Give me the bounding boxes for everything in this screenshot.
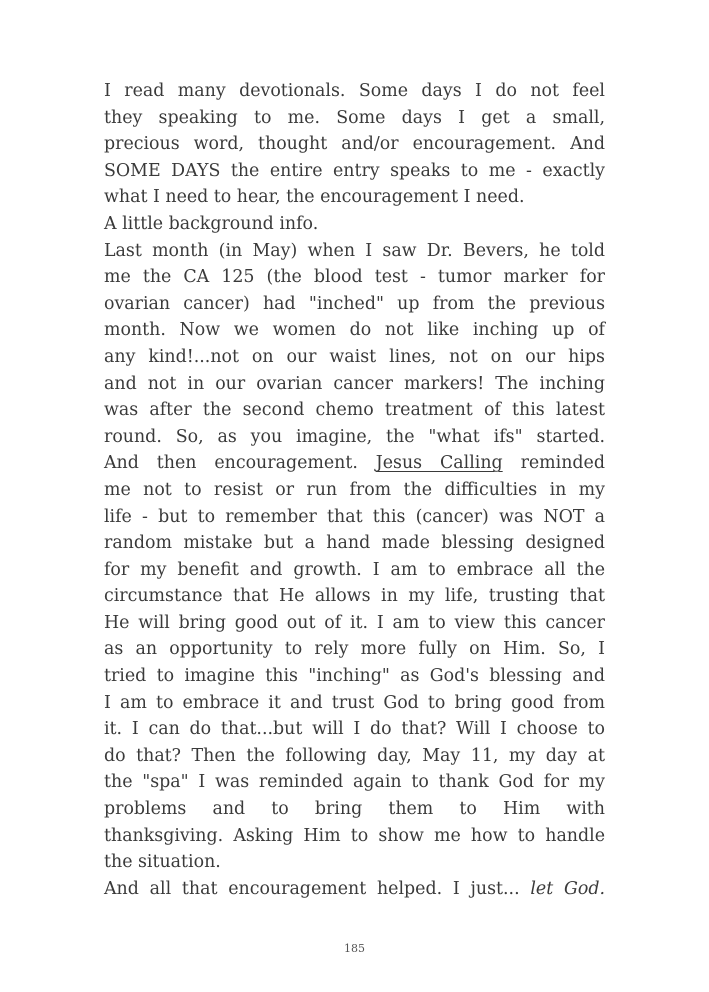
text-line: me not to resist or run from the difficulties in my — [104, 479, 605, 500]
text-line: the situation. — [104, 852, 221, 873]
text-line: it. I can do that...but will I do that? Will I choose to — [104, 719, 605, 740]
text-line: and not in our ovarian cancer markers! The inching — [104, 373, 605, 394]
text-line: month. Now we women do not like inching up of — [104, 320, 605, 341]
text-line: I am to embrace it and trust God to bring good from — [104, 692, 605, 713]
text-line: He will bring good out of it. I am to view this cancer — [104, 612, 605, 633]
text-line: as an opportunity to rely more fully on Him. So, I — [104, 639, 605, 660]
book-title-underlined: Jesus Calling — [375, 453, 503, 474]
text-line — [104, 450, 605, 477]
text-segment: And all that encouragement helped. I just... — [104, 878, 531, 899]
text-line: precious word, thought and/or encouragement. And — [104, 134, 605, 155]
text-line: Last month (in May) when I saw Dr. Bevers, he told — [104, 240, 605, 261]
text-line: thanksgiving. Asking Him to show me how to handle — [104, 825, 605, 846]
text-line: ovarian cancer) had "inched" up from the previous — [104, 293, 605, 314]
text-line: for my benefit and growth. I am to embrace all the — [104, 559, 605, 580]
text-line — [104, 876, 605, 903]
text-line: what I need to hear, the encouragement I need. — [104, 187, 525, 208]
text-line: any kind!...not on our waist lines, not on our hips — [104, 346, 605, 367]
text-line: I read many devotionals. Some days I do not feel — [104, 81, 605, 101]
italic-phrase: let God. — [530, 878, 605, 899]
text-line: was after the second chemo treatment of this latest — [104, 400, 605, 421]
text-line: life - but to remember that this (cancer) was NOT a — [104, 506, 605, 527]
text-line: A little background info. — [104, 213, 319, 234]
text-line: they speaking to me. Some days I get a small, — [104, 107, 605, 128]
text-line: SOME DAYS the entire entry speaks to me - exactly — [104, 160, 605, 181]
text-line: the "spa" I was reminded again to thank God for my — [104, 772, 605, 793]
text-line: do that? Then the following day, May 11, my day at — [104, 745, 605, 766]
text-line: problems and to bring them to Him with — [104, 799, 605, 820]
text-line: random mistake but a hand made blessing designed — [104, 533, 605, 554]
text-line: me the CA 125 (the blood test - tumor marker for — [104, 267, 605, 288]
page-number: 185 — [344, 942, 365, 955]
text-line: circumstance that He allows in my life, trusting that — [104, 586, 605, 607]
text-line: tried to imagine this "inching" as God's blessing and — [104, 666, 605, 687]
text-line: round. So, as you imagine, the "what ifs" started. — [104, 426, 605, 447]
text-segment: reminded — [502, 453, 605, 474]
text-segment: And then encouragement. — [104, 453, 376, 474]
body-text — [104, 78, 605, 902]
